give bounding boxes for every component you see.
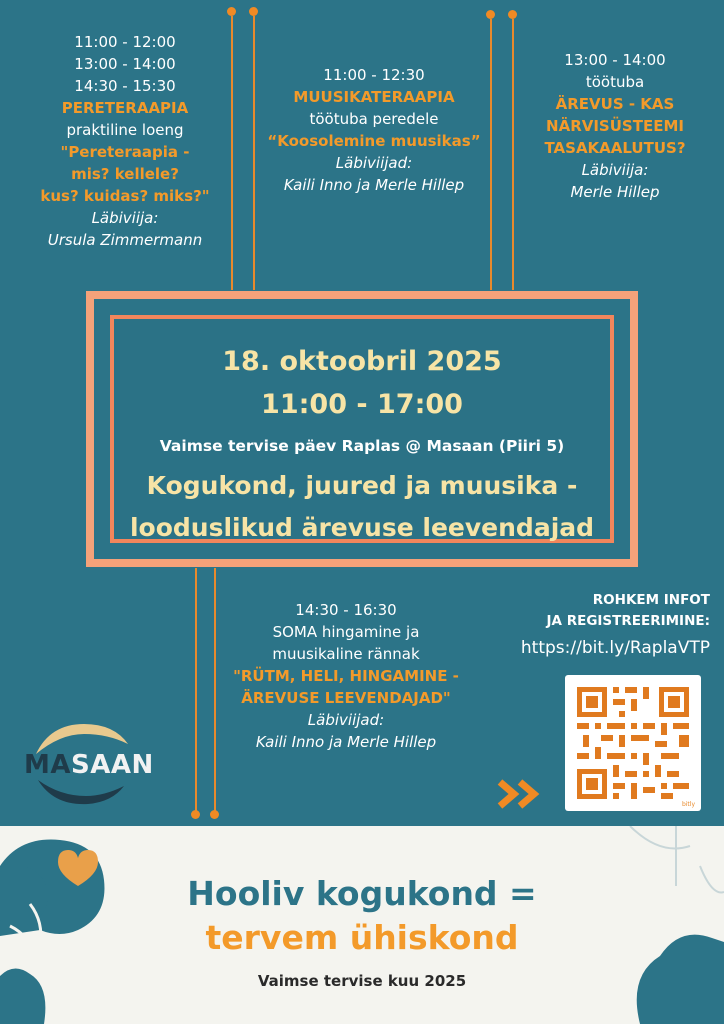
session-topic: mis? kellele? xyxy=(71,165,179,183)
campaign-name: Vaimse tervise kuu 2025 xyxy=(257,972,467,990)
event-theme-line: looduslikud ärevuse leevendajad xyxy=(129,513,595,542)
session-host: Ursula Zimmermann xyxy=(47,231,203,249)
decor-dot xyxy=(191,810,200,819)
session-topic: "Pereteraapia - xyxy=(60,143,190,161)
decor-dot xyxy=(210,810,219,819)
decor-line xyxy=(214,568,216,812)
session-host-label: Läbiviijad: xyxy=(307,711,385,729)
session-title: "RÜTM, HELI, HINGAMINE - xyxy=(233,667,459,685)
session-time: 13:00 - 14:00 xyxy=(74,55,176,73)
session-subtitle: praktiline loeng xyxy=(66,121,184,139)
session-family-therapy xyxy=(20,31,230,251)
decor-line xyxy=(253,16,255,290)
session-time: 11:00 - 12:00 xyxy=(74,33,176,51)
registration-link[interactable]: https://bit.ly/RaplaVTP xyxy=(520,638,710,658)
slogan-line-1: Hooliv kogukond = xyxy=(187,874,537,913)
session-host: Kaili Inno ja Merle Hillep xyxy=(283,176,465,194)
session-subtitle: muusikaline rännak xyxy=(272,645,420,663)
registration-heading xyxy=(520,590,710,632)
session-host-label: Läbiviijad: xyxy=(335,154,413,172)
decor-line xyxy=(195,568,197,812)
session-subtitle: töötuba peredele xyxy=(309,110,439,128)
masaan-logo xyxy=(20,716,170,808)
logo-text-saan: SAAN xyxy=(71,750,154,780)
session-host-label: Läbiviija: xyxy=(581,161,649,179)
frame-spacer xyxy=(94,299,630,559)
qr-code-icon xyxy=(565,675,701,811)
session-time: 13:00 - 14:00 xyxy=(564,51,666,69)
event-time: 11:00 - 17:00 xyxy=(261,389,463,420)
main-info-frame xyxy=(86,291,638,567)
decor-line xyxy=(231,16,233,290)
decor-dot xyxy=(508,10,517,19)
registration-heading-line: JA REGISTREERIMINE: xyxy=(546,613,710,629)
decor-dot xyxy=(227,7,236,16)
session-topic: kus? kuidas? miks?" xyxy=(40,187,210,205)
session-time: 11:00 - 12:30 xyxy=(323,66,425,84)
session-title: MUUSIKATERAAPIA xyxy=(293,88,455,106)
double-chevron-right-icon xyxy=(496,776,552,812)
event-theme xyxy=(114,465,610,549)
session-subtitle: töötuba xyxy=(585,73,645,91)
session-host: Merle Hillep xyxy=(570,183,660,201)
session-soma xyxy=(222,599,470,753)
session-subtitle: SOMA hingamine ja xyxy=(272,623,420,641)
logo-text-ma: MA xyxy=(24,750,71,780)
session-host: Kaili Inno ja Merle Hillep xyxy=(255,733,437,751)
event-venue: Vaimse tervise päev Raplas @ Masaan (Piiri 5) xyxy=(159,437,565,455)
session-title: ÄREVUSE LEEVENDAJAD" xyxy=(241,689,451,707)
session-title: NÄRVISÜSTEEMI xyxy=(546,117,684,135)
session-title: ÄREVUS - KAS xyxy=(555,95,675,113)
decor-dot xyxy=(249,7,258,16)
session-title: PERETERAAPIA xyxy=(61,99,189,117)
event-theme-line: Kogukond, juured ja muusika - xyxy=(146,471,578,500)
logo-text xyxy=(24,750,154,780)
session-time: 14:30 - 15:30 xyxy=(74,77,176,95)
decor-dot xyxy=(486,10,495,19)
event-date: 18. oktoobril 2025 xyxy=(222,346,502,377)
session-time: 14:30 - 16:30 xyxy=(295,601,397,619)
session-title: TASAKAALUTUS? xyxy=(544,139,686,157)
session-music-therapy xyxy=(258,64,490,196)
decor-line xyxy=(512,19,514,290)
session-host-label: Läbiviija: xyxy=(91,209,159,227)
decor-line xyxy=(490,19,492,290)
qr-brand-label: bitly xyxy=(681,801,695,808)
footer-band xyxy=(0,826,724,1024)
qr-code[interactable] xyxy=(565,675,701,811)
registration-heading-line: ROHKEM INFOT xyxy=(592,592,710,608)
main-info-box xyxy=(110,315,614,543)
slogan-line-2: tervem ühiskond xyxy=(205,918,519,957)
session-topic: “Koosolemine muusikas” xyxy=(267,132,481,150)
session-anxiety xyxy=(518,49,712,203)
